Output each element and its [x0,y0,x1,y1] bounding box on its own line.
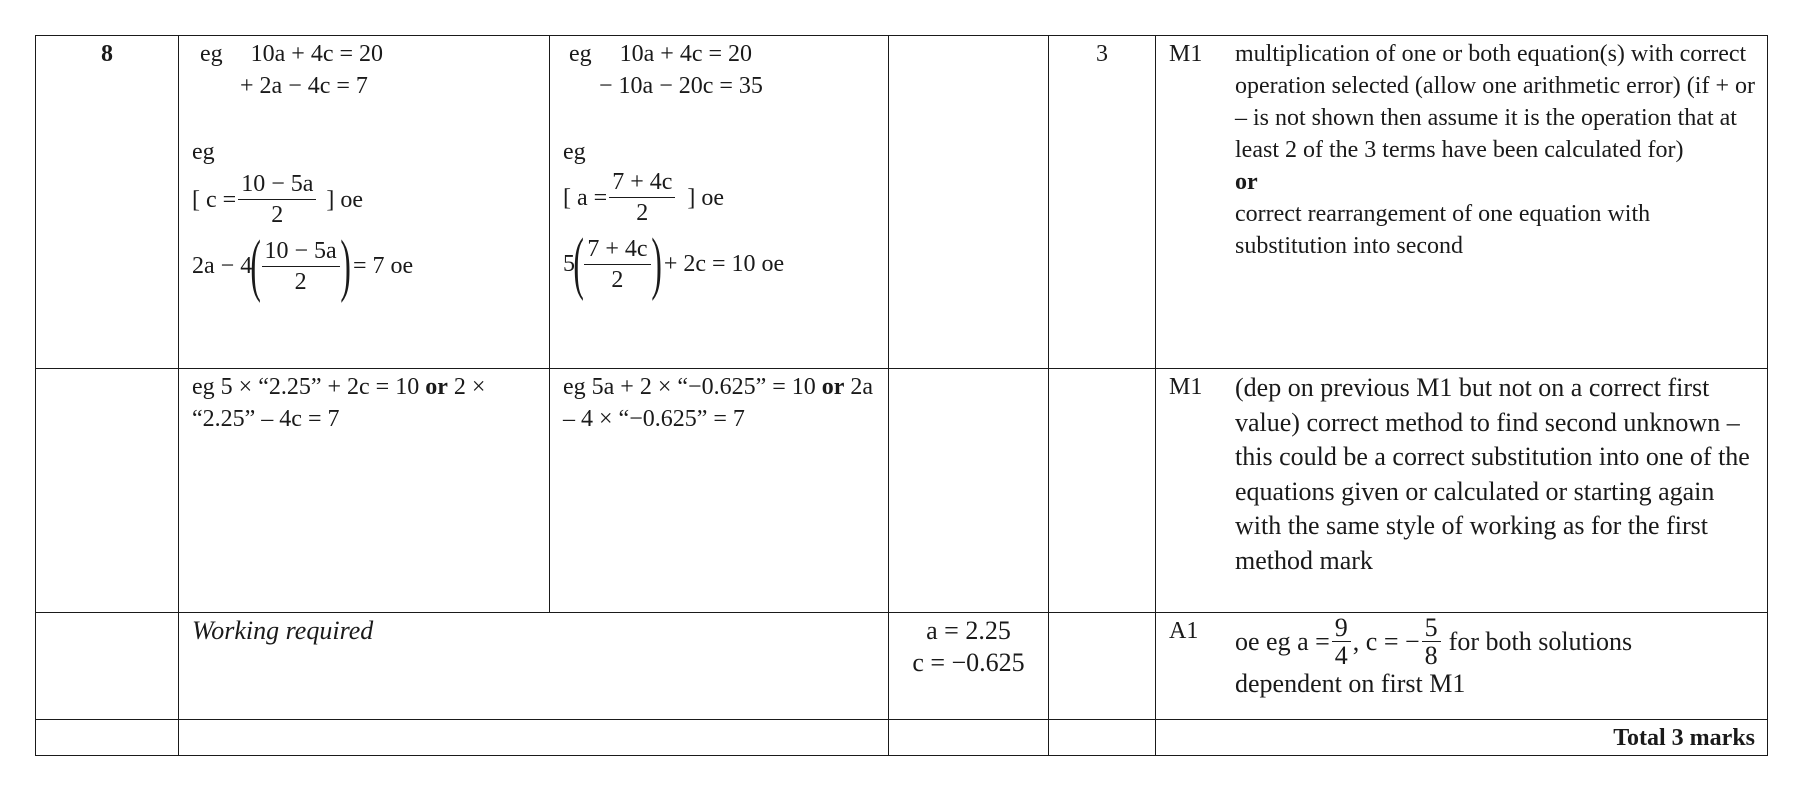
working-method-1 [179,36,550,369]
guidance-text: , c = − [1352,626,1420,656]
fraction [609,168,675,227]
question-number: 8 [36,36,179,369]
fraction-numerator: 10 − 5a [262,237,340,267]
guidance-cell [1156,613,1768,720]
eg-label: eg [569,41,592,67]
expression-text: = 7 oe [353,253,414,279]
mark-code: M1 [1169,41,1203,67]
working-cell [179,613,889,720]
answer-cell [889,613,1049,720]
working-required-text: Working required [192,616,374,645]
fraction-numerator: 7 + 4c [609,168,675,198]
empty-cell [889,720,1049,756]
fraction-numerator: 5 [1422,615,1441,642]
fraction-denominator: 2 [271,202,284,228]
equation-line: + 2a − 4c = 7 [240,73,368,99]
guidance-cell [1156,36,1768,369]
answer-a: a = 2.25 [926,616,1011,645]
answer-cell [889,369,1049,613]
working-or: or [821,374,845,400]
working-text: eg 5a + 2 × “−0.625” = 10 [563,374,822,400]
left-parenthesis: ( [250,227,262,304]
fraction [1332,615,1351,668]
expression-text: ] oe [326,186,364,213]
fraction [1422,615,1441,668]
total-marks: Total 3 marks [1156,720,1768,756]
fraction-denominator: 2 [636,200,649,226]
equation-line: − 10a − 20c = 35 [599,73,763,99]
expression-text: [ a = [563,184,608,211]
total-row [36,720,1768,756]
fraction-denominator: 2 [294,268,307,295]
answer-c: c = −0.625 [912,648,1025,677]
fraction [238,170,316,229]
mark-row-2 [36,369,1768,613]
mark-code: M1 [1169,374,1203,400]
substitution-expression [563,225,876,302]
equation-line: 10a + 4c = 20 [250,41,384,67]
expression-text: 5 [563,251,575,277]
equation-line: 10a + 4c = 20 [619,41,753,67]
guidance-text: (dep on previous M1 but not on a correct first value) correct method to find second unknown – this could be a correct substitution into one of the equations given or calculated or starting again with the same style of working as for the first method mark [1235,373,1750,575]
rearrangement-expression [563,168,876,227]
empty-cell [179,720,889,756]
right-parenthesis: ) [340,227,351,304]
eg-label: eg [192,139,215,165]
substitution-expression [192,227,537,304]
working-or: or [425,374,448,400]
working-text: eg 5 × “2.25” + 2c = 10 [192,374,426,400]
marks-cell [1049,369,1156,613]
working-method-2 [550,36,889,369]
expression-text: ] oe [687,184,725,211]
expression-text: 2a − 4 [192,253,253,279]
expression-text: [ c = [192,186,237,213]
question-number-empty [36,613,179,720]
fraction-denominator: 4 [1334,641,1348,670]
guidance-text: multiplication of one or both equation(s) with correct operation selected (allow one arithmetic error) (if + or – is not shown then assume it is the operation that at least 2 of the 3 terms have been calculated for) [1235,41,1755,163]
question-number-empty [36,369,179,613]
rearrangement-expression [192,170,537,229]
fraction-numerator: 7 + 4c [584,235,650,265]
marks-cell [1049,613,1156,720]
fraction-denominator: 8 [1424,641,1438,670]
fraction [262,237,340,296]
eg-label: eg [200,41,223,67]
fraction-numerator: 10 − 5a [238,170,316,200]
working-text: 2 × “2.25” – 4c = 7 [192,374,486,432]
guidance-text: dependent on first M1 [1235,669,1466,698]
marks-cell: 3 [1049,36,1156,369]
guidance-cell [1156,369,1768,613]
working-method-2 [550,369,889,613]
right-parenthesis: ) [650,225,662,302]
empty-cell [1049,720,1156,756]
working-text: 2a – 4 × “−0.625” = 7 [563,374,874,432]
fraction-numerator: 9 [1332,615,1351,642]
mark-code: A1 [1169,618,1199,644]
guidance-or: or [1235,169,1258,195]
guidance-text: correct rearrangement of one equation with substitution into second [1235,201,1651,259]
mark-row-1 [36,36,1768,369]
guidance-text: for both solutions [1448,626,1633,656]
guidance-text: oe eg a = [1235,626,1330,656]
eg-label: eg [563,139,586,165]
left-parenthesis: ( [573,225,584,302]
mark-scheme-table [35,35,1768,756]
fraction-denominator: 2 [611,266,624,293]
mark-row-3 [36,613,1768,720]
fraction [584,235,650,294]
working-method-1 [179,369,550,613]
empty-cell [36,720,179,756]
expression-text: + 2c = 10 oe [663,251,785,277]
answer-cell [889,36,1049,369]
